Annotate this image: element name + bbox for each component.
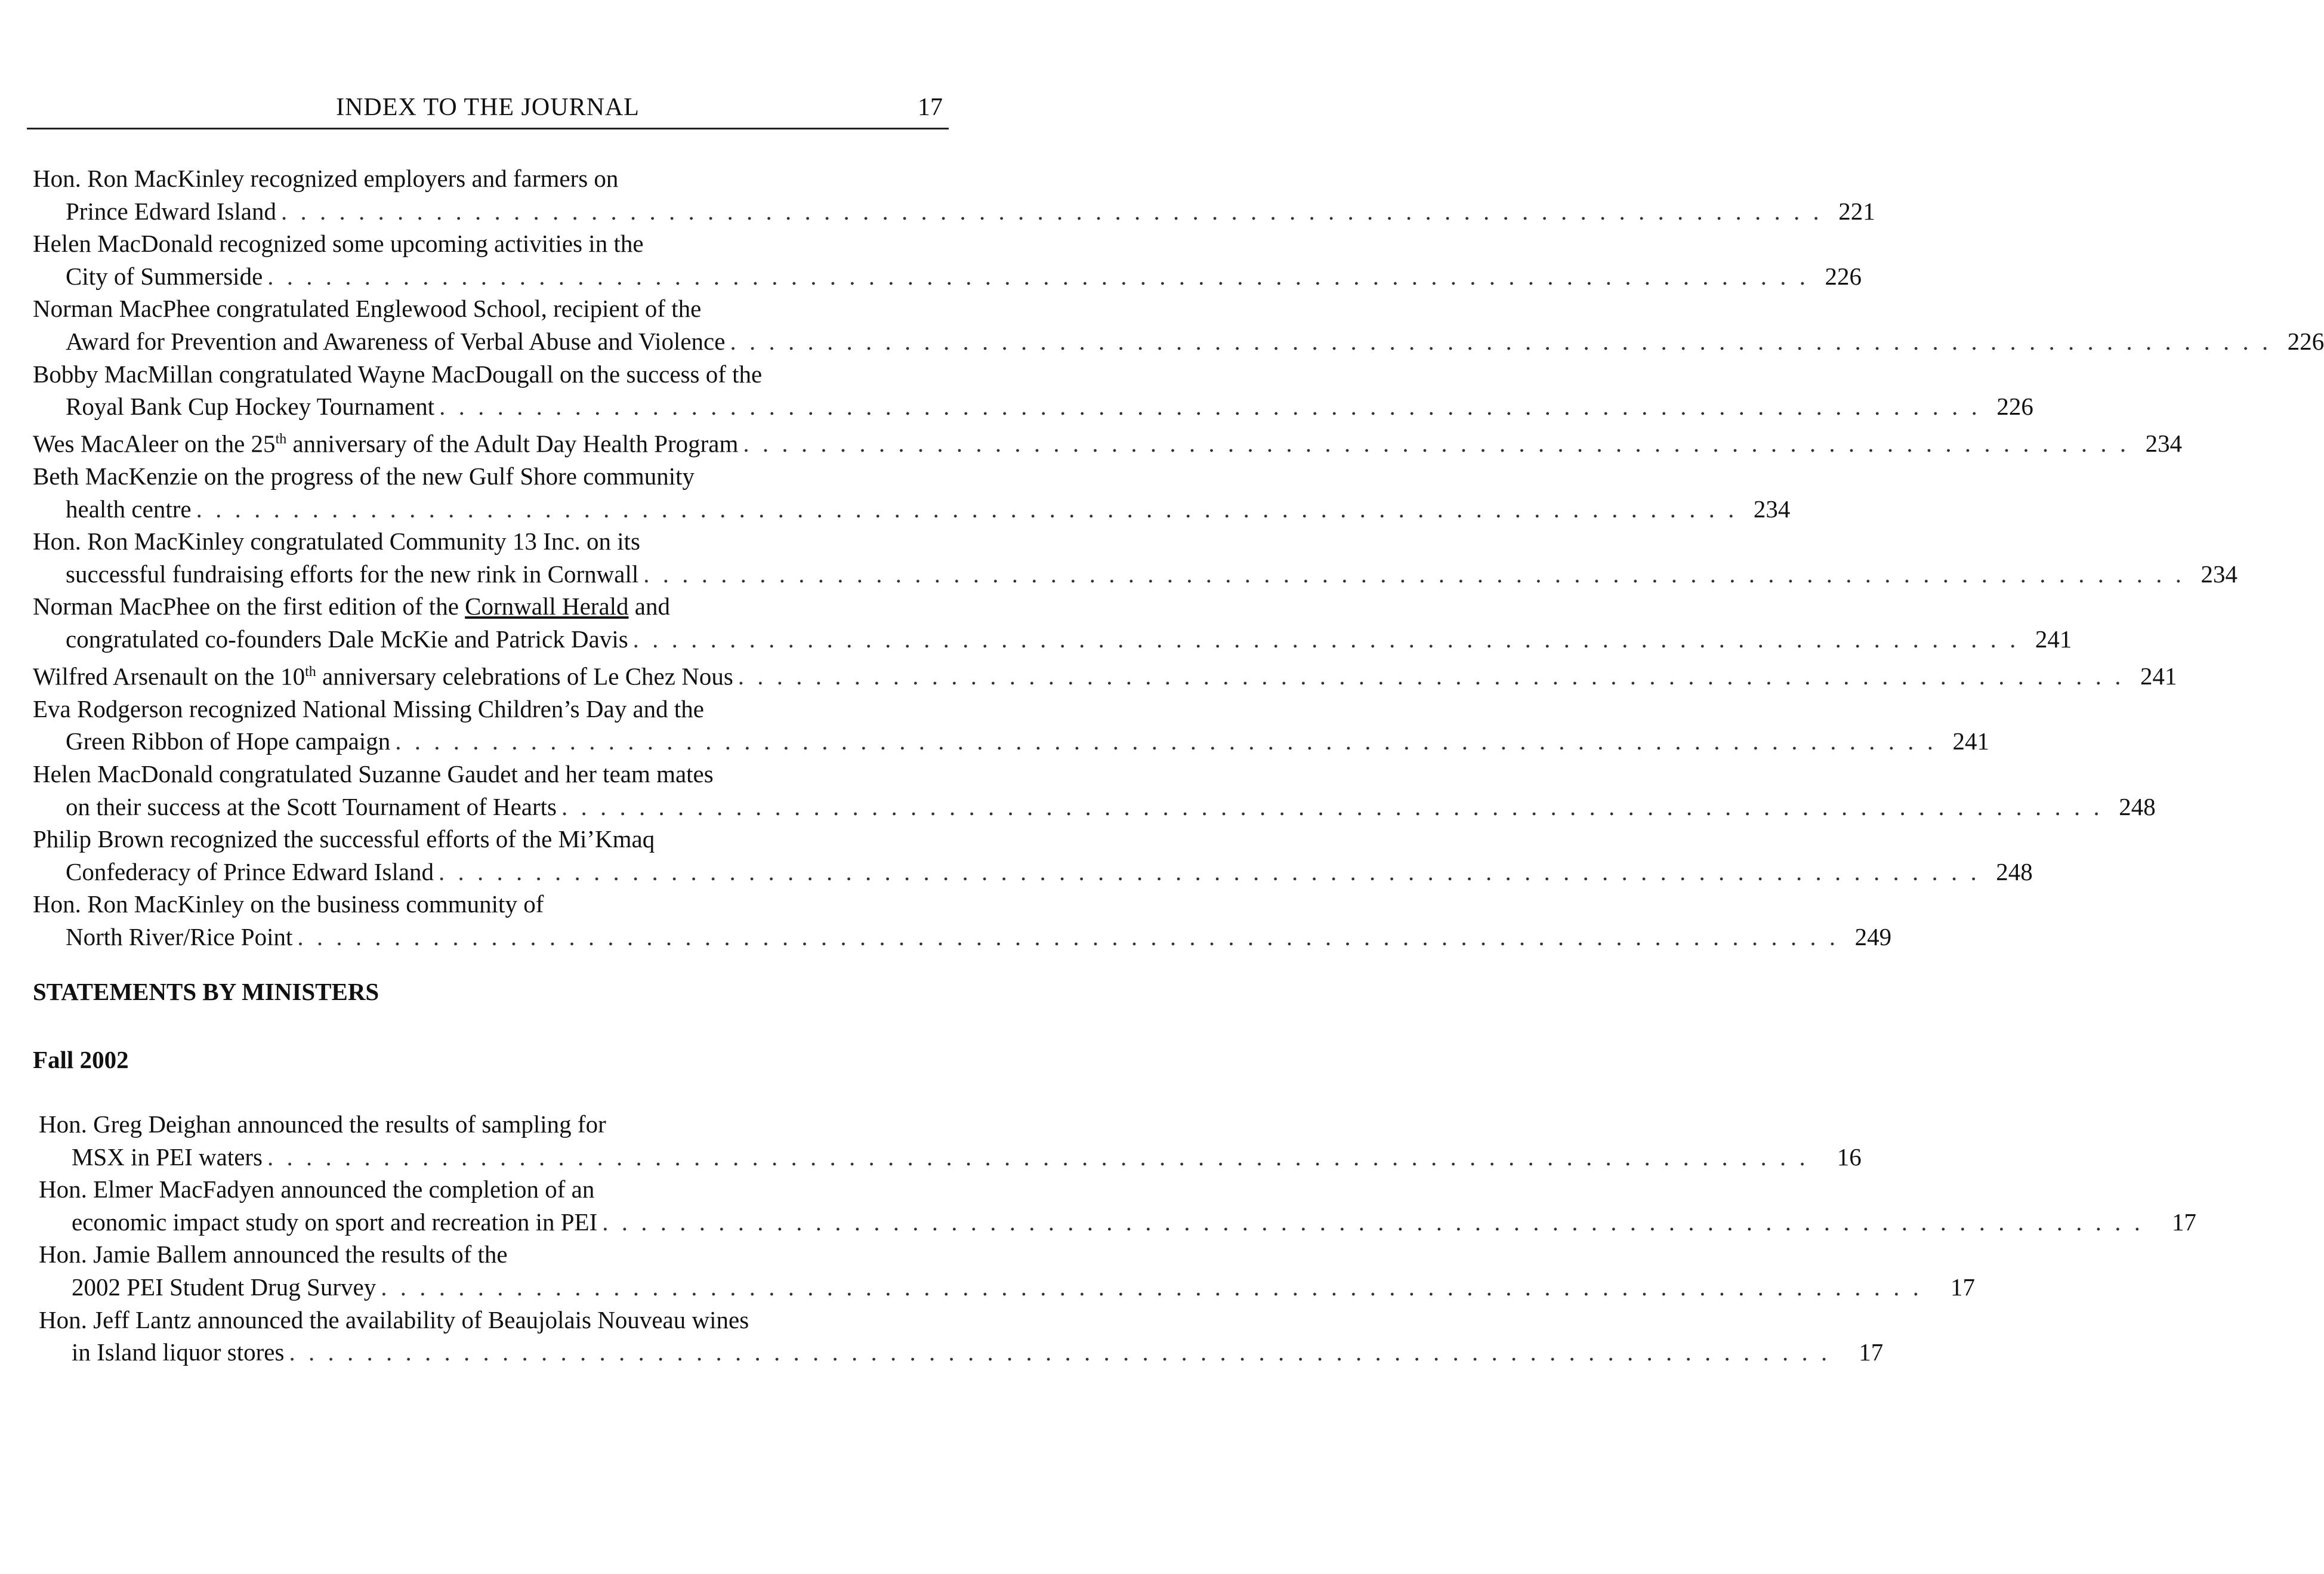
leader-dots: . . . . . . . . . . . . . . . . . . . . . . . . . . . . . . . . . . . . . . . . . . . . . . . . . . . . . . . . . . . . . . . . . . . . . . . . . . . . . . . . xyxy=(196,495,1738,523)
entry-text: Wilfred Arsenault on the 10 xyxy=(33,662,305,690)
entry-text: health centre xyxy=(66,495,192,523)
entry-text: Green Ribbon of Hope campaign xyxy=(66,727,391,755)
entry-text: successful fundraising efforts for the new rink in Cornwall xyxy=(66,560,639,588)
page-reference: 17 xyxy=(1950,1273,1975,1301)
leader-dots: . . . . . . . . . . . . . . . . . . . . . . . . . . . . . . . . . . . . . . . . . . . . . . . . . . . . . . . . . . . . . . . . . . . . . . . . xyxy=(743,430,2130,458)
leader-dots: . . . . . . . . . . . . . . . . . . . . . . . . . . . . . . . . . . . . . . . . . . . . . . . . . . . . . . . . . . . . . . . . . . . . . . . . . . . . . . . . xyxy=(643,560,2185,588)
leader-dots: . . . . . . . . . . . . . . . . . . . . . . . . . . . . . . . . . . . . . . . . . . . . . . . . . . . . . . . . . . . . . . . . . . . . . . . . . . . . . . . . xyxy=(297,922,1840,950)
index-entry xyxy=(33,758,2156,823)
entry-text: congratulated co-founders Dale McKie and Patrick Davis xyxy=(66,625,628,653)
leader-dots: . . . . . . . . . . . . . . . . . . . . . . . . . . . . . . . . . . . . . . . . . . . . . . . . . . . . . . . . . . . . . . . . . . . . . . . . . . . . . . . . xyxy=(439,857,1980,885)
index-entry xyxy=(33,358,2033,423)
leader-dots: . . . . . . . . . . . . . . . . . . . . . . . . . . . . . . . . . . . . . . . . . . . . . . . . . . . . . . . . . . . . . . . . . . . . . . . . . . . . . . . . xyxy=(602,1208,2144,1236)
entry-text: economic impact study on sport and recreation in PEI xyxy=(72,1208,598,1236)
entry-text: Norman MacPhee congratulated Englewood School, recipient of the xyxy=(33,295,702,323)
index-entry xyxy=(33,162,1875,227)
entry-text: Beth MacKenzie on the progress of the new Gulf Shore community xyxy=(33,462,695,490)
index-entry xyxy=(33,823,2033,888)
index-entries-members xyxy=(33,162,2324,953)
superscript: th xyxy=(305,663,316,680)
leader-dots: . . . . . . . . . . . . . . . . . . . . . . . . . . . . . . . . . . . . . . . . . . . . . . . . . . . . . . . . . . . . . . . . . . . . . . . . . . . . . . . . xyxy=(395,727,1937,755)
entry-text: 2002 PEI Student Drug Survey xyxy=(72,1273,376,1301)
page-reference: 241 xyxy=(2035,625,2072,653)
publication-title: Cornwall Herald xyxy=(465,592,629,621)
entry-text: anniversary celebrations of Le Chez Nous xyxy=(316,662,733,690)
leader-dots: . . . . . . . . . . . . . . . . . . . . . . . . . . . . . . . . . . . . . . . . . . . . . . . . . . . . . . . . . . . . . . . . . . . . . . . . . . . . . . . . xyxy=(561,792,2103,820)
leader-dots: . . . . . . . . . . . . . . . . . . . . . . . . . . . . . . . . . . . . . . . . . . . . . . . . . . . . . . . . . . . . . . . . . . . . . . . . . . . . . . . . xyxy=(267,1143,1809,1171)
entry-text: Hon. Greg Deighan announced the results of sampling for xyxy=(39,1110,606,1138)
entry-text: Hon. Jeff Lantz announced the availability of Beaujolais Nouveau wines xyxy=(39,1306,749,1334)
entry-text: MSX in PEI waters xyxy=(72,1143,263,1171)
header-page-number: 17 xyxy=(918,94,943,121)
page-reference: 241 xyxy=(1952,727,1989,755)
index-entries-ministers xyxy=(39,1108,2197,1369)
entry-text: Hon. Ron MacKinley recognized employers and farmers on xyxy=(33,165,619,192)
page-reference: 249 xyxy=(1854,922,1892,950)
entry-text: Award for Prevention and Awareness of Verbal Abuse and Violence xyxy=(66,327,726,355)
entry-text: Philip Brown recognized the successful efforts of the Mi’Kmaq xyxy=(33,825,655,853)
entry-text: Helen MacDonald recognized some upcoming activities in the xyxy=(33,230,644,258)
header-title: INDEX TO THE JOURNAL xyxy=(336,94,640,121)
page-reference: 221 xyxy=(1838,197,1875,225)
leader-dots: . . . . . . . . . . . . . . . . . . . . . . . . . . . . . . . . . . . . . . . . . . . . . . . . . . . . . . . . . . . . . . . . . . . . . . . . . . . . . . . . xyxy=(289,1338,1831,1366)
entry-text: Confederacy of Prince Edward Island xyxy=(66,857,434,885)
page-reference: 234 xyxy=(1753,495,1791,523)
index-entry xyxy=(39,1173,2197,1238)
index-entry xyxy=(33,888,1892,953)
index-entry xyxy=(33,460,1791,525)
leader-dots: . . . . . . . . . . . . . . . . . . . . . . . . . . . . . . . . . . . . . . . . . . . . . . . . . . . . . . . . . . . . . . . . . . . . . . . . . . . . . . . . xyxy=(439,393,1981,421)
entry-text: North River/Rice Point xyxy=(66,922,293,950)
entry-text: on their success at the Scott Tournament of Hearts xyxy=(66,792,557,820)
page-reference: 248 xyxy=(1996,857,2033,885)
entry-list-b xyxy=(33,460,2237,590)
entry-text: Eva Rodgerson recognized National Missing Children’s Day and the xyxy=(33,695,704,723)
leader-dots: . . . . . . . . . . . . . . . . . . . . . . . . . . . . . . . . . . . . . . . . . . . . . . . . . . . . . . . . . . . . . . . . . . . . . . . . xyxy=(632,625,2020,653)
index-entry xyxy=(33,292,2324,357)
page-reference: 17 xyxy=(2172,1208,2197,1236)
index-entry xyxy=(39,1238,1975,1303)
entry-text: Hon. Elmer MacFadyen announced the completion of an xyxy=(39,1175,595,1203)
page-reference: 234 xyxy=(2200,560,2237,588)
index-entry xyxy=(39,1304,1884,1369)
index-entry xyxy=(33,525,2237,590)
page-reference: 226 xyxy=(1825,262,1862,290)
index-entry xyxy=(33,227,1862,292)
leader-dots: . . . . . . . . . . . . . . . . . . . . . . . . . . . . . . . . . . . . . . . . . . . . . . . . . . . . . . . . . . . . . . . . . . . . . . . . . . . . . . . . xyxy=(280,197,1823,225)
entry-list-d xyxy=(39,1108,2197,1369)
entry-text: Hon. Jamie Ballem announced the results of the xyxy=(39,1240,508,1269)
entry-list-c xyxy=(33,693,2156,953)
section-heading: STATEMENTS BY MINISTERS xyxy=(33,978,379,1005)
page-reference: 226 xyxy=(1996,393,2033,421)
entry-text: Helen MacDonald congratulated Suzanne Gaudet and her team mates xyxy=(33,760,714,788)
page-reference: 226 xyxy=(2287,327,2324,355)
leader-dots: . . . . . . . . . . . . . . . . . . . . . . . . . . . . . . . . . . . . . . . . . . . . . . . . . . . . . . . . . . . . . . . . . . . . . . . . . . . . . . . . xyxy=(267,262,1810,290)
entry-text: Prince Edward Island xyxy=(66,197,276,225)
entry-text: Norman MacPhee on the first edition of the xyxy=(33,592,465,621)
entry-text: Hon. Ron MacKinley congratulated Community 13 Inc. on its xyxy=(33,527,641,555)
leader-dots: . . . . . . . . . . . . . . . . . . . . . . . . . . . . . . . . . . . . . . . . . . . . . . . . . . . . . . . . . . . . . . . . . . . . . . . . xyxy=(737,662,2125,690)
entry-text: and xyxy=(628,592,670,621)
index-entry xyxy=(33,423,2183,460)
leader-dots: . . . . . . . . . . . . . . . . . . . . . . . . . . . . . . . . . . . . . . . . . . . . . . . . . . . . . . . . . . . . . . . . . . . . . . . . . . . . . . . . xyxy=(730,327,2272,355)
entry-text: in Island liquor stores xyxy=(72,1338,285,1366)
entry-text: Hon. Ron MacKinley on the business community of xyxy=(33,890,544,918)
page-reference: 234 xyxy=(2145,430,2183,458)
entry-list-a xyxy=(33,162,2324,423)
index-entry xyxy=(33,590,2072,655)
subheading: Fall 2002 xyxy=(33,1046,129,1073)
entry-text: Wes MacAleer on the 25 xyxy=(33,430,276,458)
index-entry xyxy=(39,1108,1862,1173)
entry-text: City of Summerside xyxy=(66,262,263,290)
entry-text: Bobby MacMillan congratulated Wayne MacDougall on the success of the xyxy=(33,360,763,388)
superscript: th xyxy=(275,431,287,447)
page-reference: 17 xyxy=(1859,1338,1884,1366)
page-reference: 16 xyxy=(1837,1143,1862,1171)
leader-dots: . . . . . . . . . . . . . . . . . . . . . . . . . . . . . . . . . . . . . . . . . . . . . . . . . . . . . . . . . . . . . . . . . . . . . . . . . . . . . . . . xyxy=(381,1273,1922,1301)
page-reference: 248 xyxy=(2119,792,2156,820)
entry-text: anniversary of the Adult Day Health Program xyxy=(286,430,739,458)
page-reference: 241 xyxy=(2140,662,2177,690)
page-header xyxy=(27,89,949,129)
entry-text: Royal Bank Cup Hockey Tournament xyxy=(66,393,435,421)
index-entry xyxy=(33,693,1989,758)
index-entry xyxy=(33,656,2177,693)
